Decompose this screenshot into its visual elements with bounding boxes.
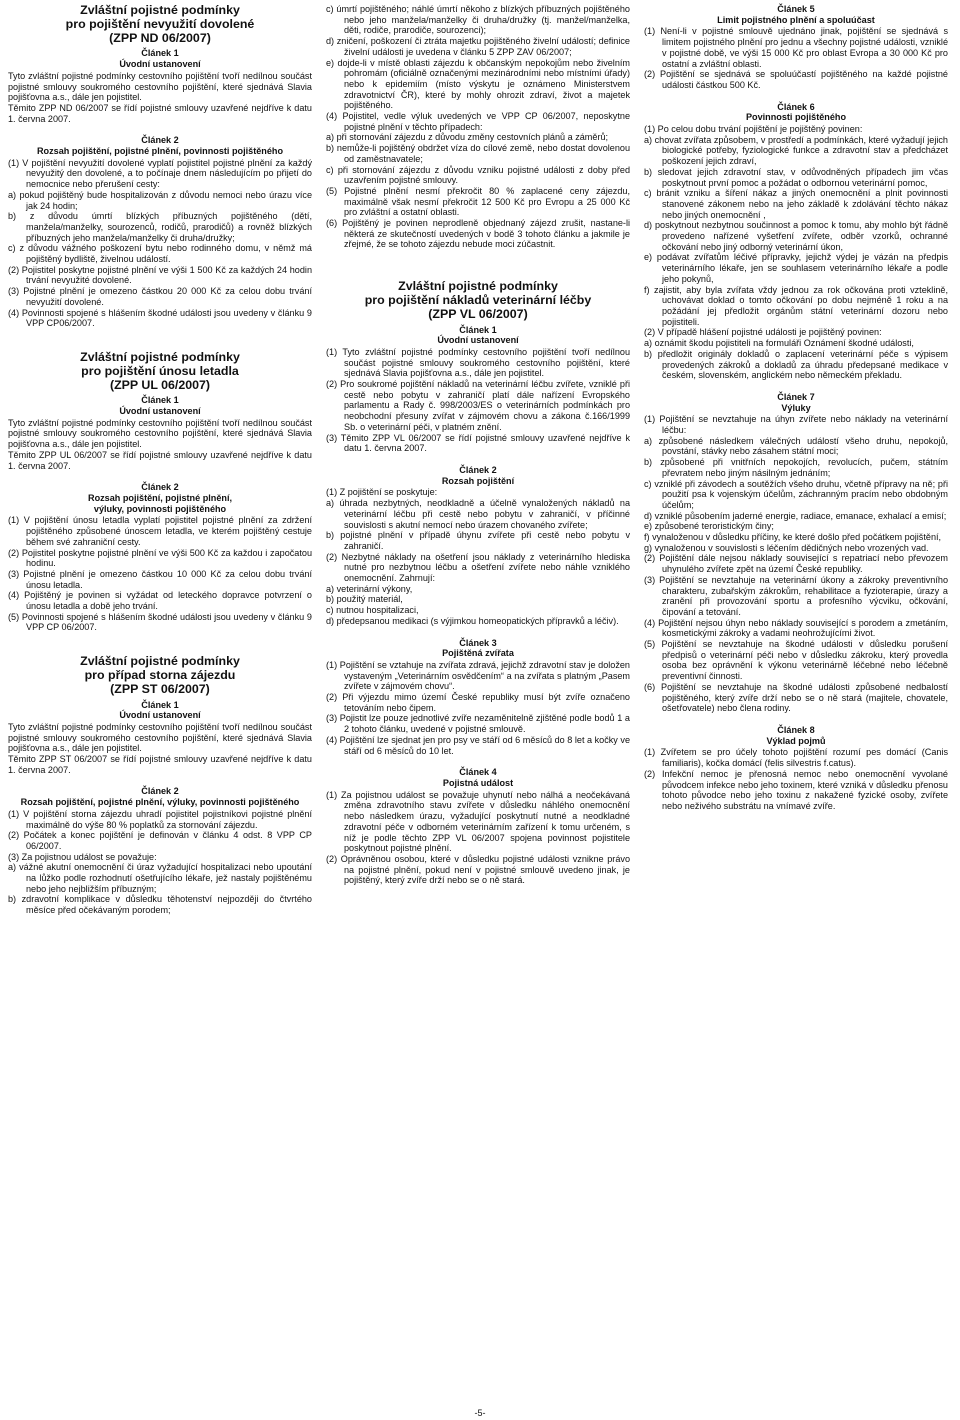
- article-heading: Článek 1: [141, 395, 179, 406]
- paragraph: Těmito ZPP ND 06/2007 se řídí pojistné smlouvy uzavřené nejdříve k datu 1. června 2007.: [8, 102, 312, 124]
- clause-sub: g) vynaloženou v souvislosti s léčením dědičných nebo vrozených vad.: [644, 542, 929, 553]
- clause-sub: c) bránit vzniku a šíření nákaz a jiných onemocnění a plnit povinnosti stanovené zákonem nebo na jeho základě k zdolávání těchto nákaz nebo jiných onemocnění ,: [644, 188, 948, 220]
- article-subheading: Rozsah pojištění, pojistné plnění, povinnosti pojištěného: [36, 146, 284, 157]
- title-line: Zvláštní pojistné podmínky: [80, 3, 240, 17]
- article-subheading: Povinnosti pojištěného: [745, 112, 847, 123]
- clause: (1) Za pojistnou událost se považuje uhynutí nebo nálhá a neočekávaná změna zdravotního stavu zvířete v důsledku náhlého onemocnění nebo následkem úrazu, vyžadující poskytnutí nutné a neodkladné zdravotní péče v odborném veterinárním zařízení k tomu určeném, s níž je podle těchto ZPP VL 06/2007 spojena povinnost pojistitele poskytnout pojistné plnění.: [326, 789, 630, 854]
- clause: (3) Těmito ZPP VL 06/2007 se řídí pojistné smlouvy uzavřené nejdříve k datu 1. června 2007.: [326, 432, 630, 454]
- clause-sub: c) nutnou hospitalizaci,: [326, 605, 419, 616]
- page-number: -5-: [474, 1408, 486, 1418]
- clause-sub: a) pokud pojištěný bude hospitalizován z důvodu nemoci nebo úrazu více jak 24 hodin;: [8, 189, 312, 211]
- title-line: (ZPP VL 06/2007): [428, 306, 528, 321]
- clause: (4) Pojištěný je povinen si vyžádat od leteckého dopravce potvrzení o únosu letadla a době jeho trvání.: [8, 590, 312, 612]
- clause: (1) Pojištění se vztahuje na zvířata zdravá, jejichž zdravotní stav je doložen vystaveným „Veterinárním osvědčením“ a na zvířata s platným „Pasem zvířete v zájmovém chovu“.: [326, 659, 630, 692]
- title-line: (ZPP ST 06/2007): [110, 681, 210, 696]
- article-heading: Článek 2: [459, 465, 497, 475]
- title-line: pro pojištění nevyužití dovolené: [65, 16, 255, 31]
- article-heading: Článek 4: [459, 767, 497, 778]
- article-heading: Článek 8: [777, 725, 815, 735]
- article-subheading: Úvodní ustanovení: [119, 406, 201, 417]
- clause: (5) Pojištění se nevztahuje na škodné události v důsledku porušení předpisů o veterinární péči nebo v důsledku zákroku, který provedla osoba bez oprávnění k výkonu veterinárně léčebné nebo léčebně preventivní činnosti.: [644, 639, 948, 682]
- clause-sub: e) způsobené teroristickým činy;: [644, 521, 774, 532]
- clause-sub: b) použitý materiál,: [326, 594, 403, 605]
- clause: (1) Zvířetem se pro účely tohoto pojištění rozumí pes domácí (Canis familiaris), kočka domácí (felis silvestris f.catus).: [644, 747, 948, 769]
- clause: (3) Pojistné plnění je omezeno částkou 10 000 Kč za celou dobu trvání únosu letadla.: [8, 568, 312, 590]
- clause: (1) V pojištění únosu letadla vyplatí pojistitel pojistné plnění za zdržení pojištěného způsobené únoscem letadla, ve kterém pojištěný cestuje během své zahraniční cesty.: [8, 515, 312, 547]
- clause: (1) Z pojištění se poskytuje:: [326, 487, 438, 498]
- article-subheading: Rozsah pojištění: [441, 475, 515, 486]
- zpp-st-title: [8, 655, 312, 696]
- title-line: Zvláštní pojistné podmínky: [398, 279, 558, 294]
- article-subheading: Rozsah pojištění, pojistné plnění,: [88, 492, 232, 503]
- clause-sub: d) poskytnout nezbytnou součinnost a pomoc k tomu, aby mohlo být řádně provedeno nařízené vyšetření zvířete, odběr vzorků, ochranné očkování nebo jiný odborný veterinární úkon,: [644, 220, 948, 252]
- clause: (4) Pojistitel, vedle výluk uvedených ve VPP CP 06/2007, neposkytne pojistné plnění v těchto případech:: [326, 111, 630, 132]
- article-subheading: výluky, povinnosti pojištěného: [93, 503, 227, 514]
- article-subheading: Úvodní ustanovení: [119, 59, 201, 70]
- zpp-nd-title: [8, 4, 312, 45]
- clause: (1) V pojištění nevyužití dovolené vyplatí pojistitel pojistné plnění za každý nevyužitý den dovolené, a to počínaje dnem následujícím po přijetí do nemocnice nebo přerušení cesty:: [8, 157, 312, 190]
- column-2: [326, 4, 630, 916]
- article-heading: Článek 2: [141, 786, 179, 797]
- article-subheading: Rozsah pojištění, pojistné plnění, výluky, povinnosti pojištěného: [20, 797, 300, 808]
- clause: (2) Pojištění se sjednává se spoluúčastí pojištěného na každé pojistné události částkou 500 Kč.: [644, 69, 948, 90]
- paragraph: Tyto zvláštní pojistné podmínky cestovního pojištění tvoří nedílnou součást pojistné smlouvy soukromého cestovního pojištění, které sjednává Slavia pojišťovna a.s., dále jen pojistitel.: [8, 70, 312, 103]
- clause: (5) Pojistné plnění nesmí překročit 80 % zaplacené ceny zájezdu, maximálně však nesmí překročit 12 500 Kč pro Evropu a 25 000 Kč pro zvláštní a ostatní oblasti.: [326, 185, 630, 218]
- clause: (1) Pojištění se nevztahuje na úhyn zvířete nebo náklady na veterinární léčbu:: [644, 414, 948, 436]
- clause: (3) Pojistné plnění je omezeno částkou 20 000 Kč za celou dobu trvání nevyužití dovolené.: [8, 286, 312, 307]
- title-line: (ZPP ND 06/2007): [109, 30, 211, 45]
- title-line: pro případ storna zájezdu: [84, 667, 236, 682]
- clause-sub: b) způsobené při vnitřních nepokojích, revolucích, pučem, státním převratem nebo jiným násilným jednáním;: [644, 457, 948, 478]
- clause: (2) Oprávněnou osobou, které v důsledku pojistné události vznikne právo na pojistné plnění, pokud není v pojistné smlouvě uvedeno jinak, je pojištěný, který zvíře drží nebo se o ně stará.: [326, 853, 630, 886]
- clause: (3) Za pojistnou událost se považuje:: [8, 851, 157, 862]
- zpp-ul-title: [8, 351, 312, 392]
- column-3: [644, 4, 948, 916]
- article-heading: Článek 1: [459, 324, 497, 335]
- clause-sub: f) zajistit, aby byla zvířata vždy jednou za rok očkována proti vzteklině, uchovávat doklad o tomto očkování po dobu nejméně 1 roku a na požádání jej předložit orgánům státní veterinární dozoru nebo pojistiteli.: [644, 284, 948, 327]
- article-subheading: Úvodní ustanovení: [119, 710, 201, 721]
- clause: (2) Pro soukromé pojištění nákladů na veterinární léčbu zvířete, vzniklé při cestě nebo pobytu v zahraničí platí dále nařízení Evropského parlamentu a Rady č. 998/2003/ES o veterinárních podmínkách pro neobchodní přesuny zvířat v zájmovém chovu a zákona č.166/1999 Sb. o veterinární péči, v platném znění.: [326, 379, 630, 432]
- clause-sub: a) oznámit škodu pojistiteli na formuláři Oznámení škodné události,: [644, 338, 914, 349]
- clause: (2) Nezbytné náklady na ošetření jsou náklady z veterinárního hlediska nutné pro nezbytnou léčbu a ošetření zvířete nebo náhle vzniklého onemocnění. Zahrnují:: [326, 551, 630, 584]
- clause-sub: e) dojde-li v místě oblasti zájezdu k občanským nepokojům nebo živelním pohromám (oficiálně označenými mezinárodními nebo místními úřady) nebo k epidemiím (místo výskytu je oznámeno Ministerstvem zdravotnictví ČR), které by mohly ohrozit zdraví, život a majetek pojištěného.: [326, 57, 630, 111]
- clause: (2) Pojistitel poskytne pojistné plnění ve výši 1 500 Kč za každých 24 hodin trvání nevyužité dovolené.: [8, 264, 312, 286]
- article-heading: Článek 1: [141, 699, 179, 710]
- clause-sub: a) při stornování zájezdu z důvodu změny cestovních plánů a záměrů;: [326, 132, 609, 143]
- clause: (1) Tyto zvláštní pojistné podmínky cestovního pojištění tvoří nedílnou součást pojistné smlouvy soukromého cestovního pojištění, které sjednává Slavia pojišťovna a.s., dále jen pojistitel.: [326, 346, 630, 379]
- clause-sub: c) vzniklé při závodech a soutěžích všeho druhu, včetně přípravy na ně; při použití psa k vojenským účelům, záchranným pracím nebo obdobným účelům;: [644, 478, 948, 510]
- paragraph: Těmito ZPP UL 06/2007 se řídí pojistné smlouvy uzavřené nejdříve k datu 1. června 2007.: [8, 449, 312, 471]
- clause-sub: a) veterinární výkony,: [326, 583, 413, 594]
- clause: (1) V pojištění storna zájezdu uhradí pojistitel pojistníkovi pojistné plnění maximálně do výše 80 % poplatků za stornování zájezdu.: [8, 808, 312, 830]
- clause-sub: b) předložit originály dokladů o zaplacení veterinární péče s výpisem provedených zákroků a dokladů za úhradu předepsané medikace v českém, slovenském, anglickém nebo německém překladu.: [644, 348, 948, 381]
- clause-sub: a) chovat zvířata způsobem, v prostředí a podmínkách, které vyžadují jejich biologické potřeby, fyziologické funkce a zdravotní stav a předcházet poškození jejich zdraví,: [644, 134, 948, 167]
- article-subheading: Úvodní ustanovení: [437, 335, 519, 346]
- clause: (2) Počátek a konec pojištění je definován v článku 4 odst. 8 VPP CP 06/2007.: [8, 830, 312, 851]
- clause-sub: f) vynaloženou v důsledku příčiny, ke které došlo před počátkem pojištění,: [644, 532, 942, 543]
- columns: [8, 4, 952, 916]
- clause: (2) V případě hlášení pojistné události je pojištěný povinen:: [644, 327, 882, 338]
- clause-sub: c) úmrtí pojištěného; náhlé úmrtí někoho z blízkých příbuzných pojištěného nebo jeho manžela/manželky či druha/družky (tj. manžel/manželka, děti, rodiče, prarodiče, sourozenci);: [326, 4, 630, 36]
- article-heading: Článek 3: [459, 637, 497, 648]
- article-heading: Článek 6: [777, 101, 815, 112]
- clause-sub: c) z důvodu vážného poškození bytu nebo rodinného domu, v němž má pojištěný bydliště, živelnou událostí.: [8, 243, 312, 265]
- clause: (1) Po celou dobu trvání pojištění je pojištěný povinen:: [644, 124, 863, 135]
- article-subheading: Pojištěná zvířata: [442, 648, 514, 659]
- article-heading: Článek 1: [141, 48, 179, 59]
- clause: (4) Povinnosti spojené s hlášením škodné události jsou uvedeny v článku 9 VPP CP06/2007.: [8, 307, 312, 329]
- article-subheading: Výluky: [781, 402, 811, 413]
- article-subheading: Výklad pojmů: [766, 735, 826, 746]
- zpp-vl-title: [326, 280, 630, 321]
- clause-sub: e) podávat zvířatům léčivé přípravky, jejichž výdej je vázán na předpis veterinárního lékaře, jen se souhlasem veterinárního lékaře a podle jeho pokynů,: [644, 252, 948, 284]
- title-line: (ZPP UL 06/2007): [109, 377, 211, 392]
- clause-sub: a) způsobené následkem válečných událostí všeho druhu, nepokojů, povstání, stávky nebo zásahem státní moci;: [644, 435, 948, 457]
- paragraph: Tyto zvláštní pojistné podmínky cestovního pojištění tvoří nedílnou součást pojistné smlouvy soukromého cestovního pojištění, které sjednává Slavia pojišťovna a.s., dále jen pojistitel.: [8, 417, 312, 450]
- article-heading: Článek 2: [141, 482, 179, 493]
- clause-sub: b) nemůže-li pojištěný obdržet víza do cílové země, nebo dostat dovolenou od zaměstnavatele;: [326, 143, 630, 164]
- clause-sub: d) vzniklé působením jaderné energie, radiace, emanace, exhalací a emisí;: [644, 510, 947, 521]
- title-line: Zvláštní pojistné podmínky: [80, 654, 240, 669]
- clause-sub: a) vážné akutní onemocnění či úraz vyžadující hospitalizaci nebo upoutání na lůžko podle rozhodnutí ošetřujícího lékaře, jež nastaly pojištěnému nebo jeho nejbližším příbuzným;: [8, 862, 312, 894]
- clause: (2) Při výjezdu mimo území České republiky musí být zvíře označeno tetováním nebo čipem.: [326, 692, 630, 713]
- clause: (5) Povinnosti spojené s hlášením škodné události jsou uvedeny v článku 9 VPP CP 06/2007.: [8, 611, 312, 633]
- article-subheading: Pojistná událost: [442, 777, 514, 788]
- clause: (2) Pojistitel poskytne pojistné plnění ve výši 500 Kč za každou i započatou hodinu.: [8, 547, 312, 569]
- clause: (3) Pojistit lze pouze jednotlivé zvíře nezaměnitelně zjištěné podle bodů 1 a 2 tohoto článku, uvedené v pojistné smlouvě.: [326, 713, 630, 735]
- article-heading: Článek 5: [777, 4, 815, 14]
- title-line: pro pojištění únosu letadla: [81, 363, 239, 378]
- clause-sub: d) zničení, poškození či ztráta majetku pojištěného živelní událostí; definice živelní události je uvedena v článku 5 ZPP ZAV 06/2007;: [326, 36, 630, 57]
- title-line: Zvláštní pojistné podmínky: [80, 349, 240, 364]
- title-line: pro pojištění nákladů veterinární léčby: [364, 292, 592, 307]
- clause-sub: b) sledovat jejich zdravotní stav, v odůvodněných případech jim včas poskytnout první pomoc a požádat o odbornou veterinární pomoc,: [644, 166, 948, 188]
- article-heading: Článek 7: [777, 391, 815, 402]
- clause-sub: b) pojistné plnění v případě úhynu zvířete při cestě nebo pobytu v zahraničí.: [326, 530, 630, 551]
- clause-sub: b) z důvodu úmrtí blízkých příbuzných pojištěného (dětí, manžela/manželky, sourozenců, rodičů, prarodičů) a rovněž blízkých příbuzných jeho manžela/manželky či druha/družky;: [8, 211, 312, 243]
- column-1: [8, 4, 312, 916]
- article-subheading: Limit pojistného plnění a spoluúčast: [717, 14, 875, 25]
- clause: (2) Pojištění dále nejsou náklady související s repatriací nebo převozem uhynulého zvířete zpět na území České republiky.: [644, 553, 948, 575]
- clause-sub: b) zdravotní komplikace v důsledku těhotenství nejpozději do čtvrtého měsíce před očekávaným porodem;: [8, 894, 312, 916]
- paragraph: Těmito ZPP ST 06/2007 se řídí pojistné smlouvy uzavřené nejdříve k datu 1. června 2007.: [8, 754, 312, 775]
- clause: (3) Pojištění se nevztahuje na veterinární úkony a zákroky preventivního charakteru, zubařským zákrokům, rehabilitace a fyzioterapie, úrazy a zranění při provozování sportu a profesního výcviku, očkování, čipování a tetování.: [644, 574, 948, 617]
- clause: (6) Pojištění se nevztahuje na škodné události způsobené nedbalostí pojištěného, který zvíře drží nebo se o ně stará (majitele, chovatele, ošetřovatele) nebo člena rodiny.: [644, 681, 948, 714]
- clause: (4) Pojištění nejsou úhyn nebo náklady související s porodem a zmetáním, kosmetickými zákroky a vadami neohrožujícími život.: [644, 617, 948, 639]
- clause: (6) Pojištěný je povinen neprodleně objednaný zájezd zrušit, nastane-li některá ze skutečností uvedených v bodě 3 tohoto článku a jakmile je zřejmé, že se tohoto zájezdu nebude moci zúčastnit.: [326, 218, 630, 250]
- clause: (4) Pojištění lze sjednat jen pro psy ve stáří od 6 měsíců do 8 let a kočky ve stáří od 6 měsíců do 10 let.: [326, 734, 630, 756]
- clause: (1) Není-li v pojistné smlouvě ujednáno jinak, pojištění se sjednává s limitem pojistného plnění pro jednu a všechny pojistné události, vzniklé v pojistné době, ve výši 15 000 Kč pro oblast Evropa a 30 000 Kč pro ostatní a zvláštní oblasti.: [644, 26, 948, 69]
- clause-sub: c) při stornování zájezdu z důvodu vzniku pojistné události z doby před uzavřením pojistné smlouvy.: [326, 164, 630, 186]
- article-heading: Článek 2: [141, 135, 179, 146]
- clause: (2) Infekční nemoc je přenosná nemoc nebo onemocnění vyvolané původcem infekce nebo jeho toxinem, které vzniká v důsledku přenosu tohoto původce nebo jeho toxinu z nakažené fyzické osoby, zvířete nebo neživého substrátu na vnímavé zvíře.: [644, 768, 948, 811]
- paragraph: Tyto zvláštní pojistné podmínky cestovního pojištění tvoří nedílnou součást pojistné smlouvy soukromého cestovního pojištění, které sjednává Slavia pojišťovna a.s., dále jen pojistitel.: [8, 721, 312, 754]
- clause-sub: a) úhrada nezbytných, neodkladně a účelně vynaložených nákladů na veterinární léčbu při cestě nebo pobytu v zahraničí, v příčinné souvislosti s akutní nemocí nebo úrazem chovaného zvířete;: [326, 498, 630, 530]
- clause-sub: d) předepsanou medikaci (s výjimkou homeopatických přípravků a léčiv).: [326, 615, 619, 626]
